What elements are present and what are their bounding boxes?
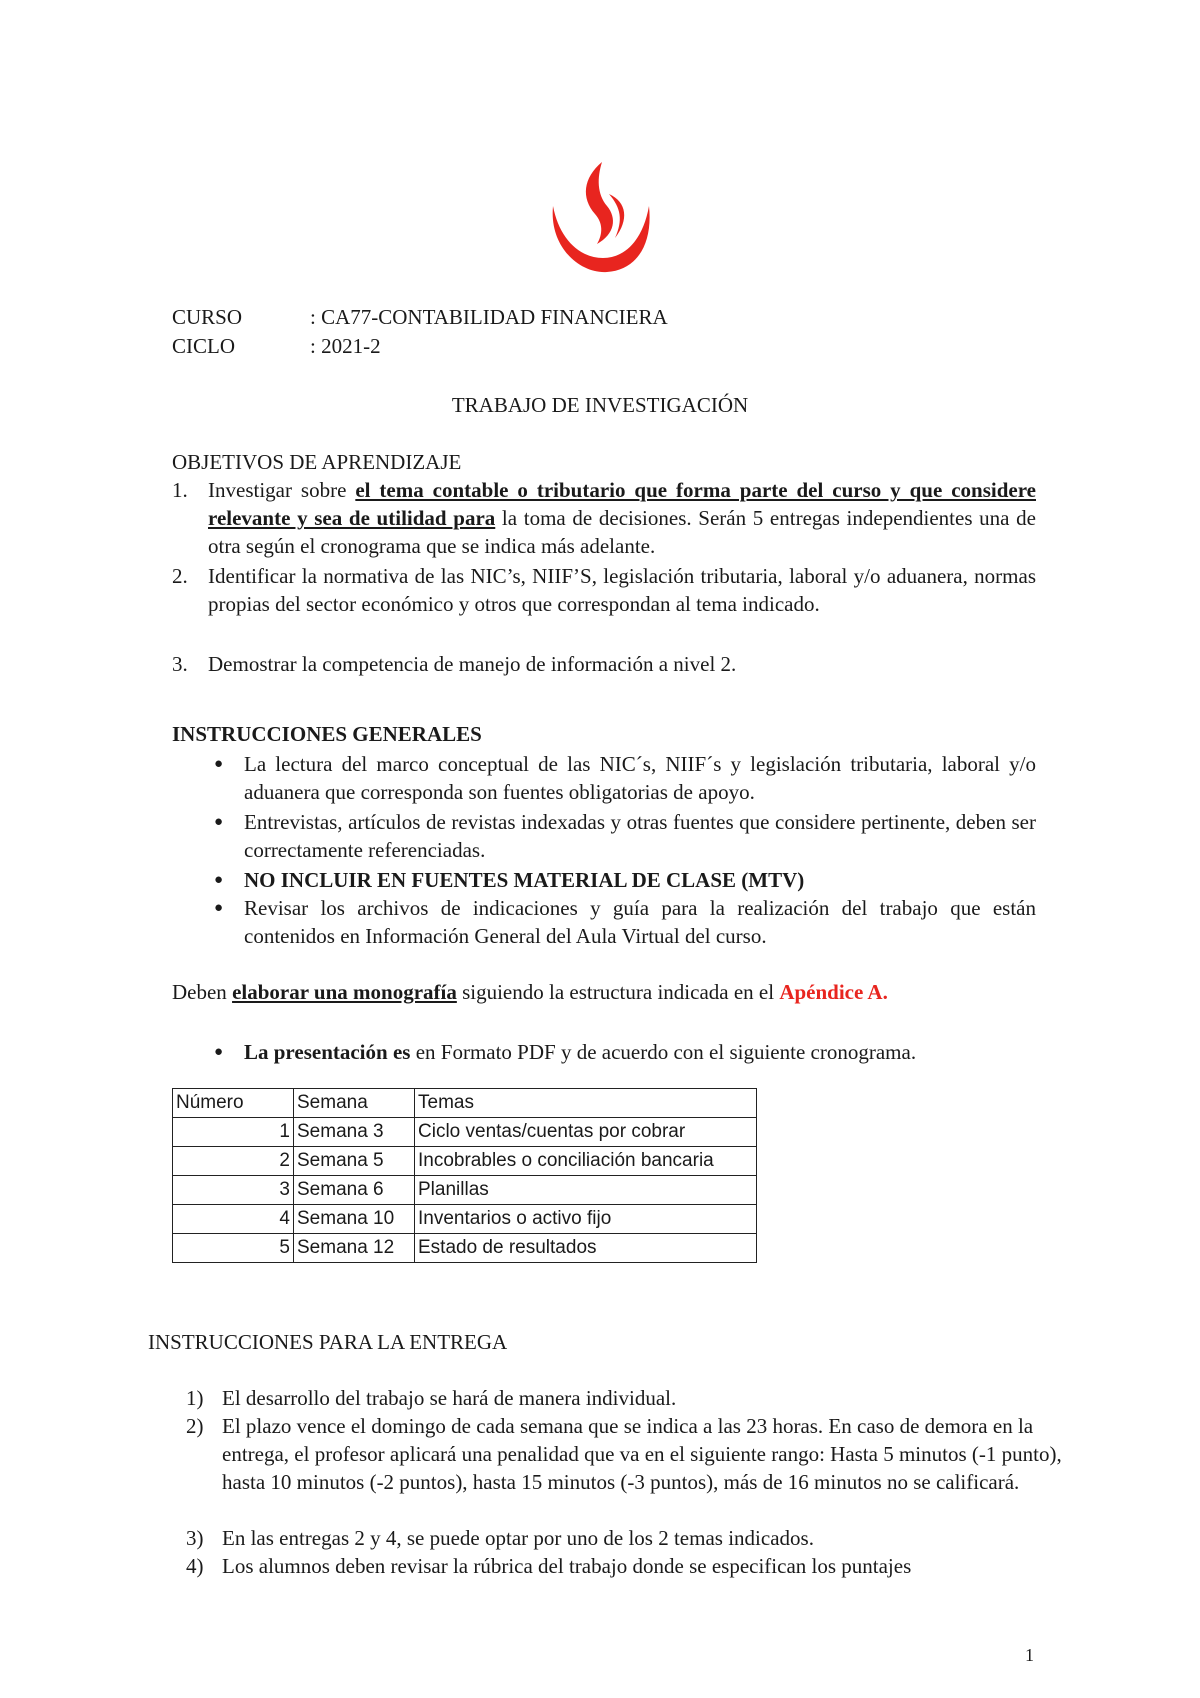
objetivos-heading: OBJETIVOS DE APRENDIZAJE (172, 450, 462, 474)
bullet-icon: ● (214, 814, 224, 830)
instrucciones-generales-heading: INSTRUCCIONES GENERALES (172, 722, 482, 746)
bullet-icon: ● (214, 900, 224, 916)
table-cell: 5 (173, 1234, 294, 1263)
bullet-text: La lectura del marco conceptual de las NIC´s, NIIF´s y legislación tributaria, laboral y/o aduanera que corresponda son fuentes obligatorias de apoyo. (244, 752, 1036, 804)
table-cell: 2 (173, 1147, 294, 1176)
bullet-icon: ● (214, 756, 224, 772)
instrucciones-entrega-heading: INSTRUCCIONES PARA LA ENTREGA (148, 1330, 508, 1354)
curso-label: CURSO (172, 305, 243, 329)
table-cell: Semana 3 (294, 1118, 415, 1147)
item-number: 3) (186, 1526, 204, 1550)
apendice-reference: Apéndice A. (779, 980, 888, 1004)
table-cell: Planillas (415, 1176, 757, 1205)
monografia-line: Deben elaborar una monografía siguiendo la estructura indicada en el Apéndice A. (172, 980, 888, 1004)
table-header-cell: Número (173, 1089, 294, 1118)
table-row (173, 1118, 757, 1147)
table-cell: Inventarios o activo fijo (415, 1205, 757, 1234)
table-cell: Ciclo ventas/cuentas por cobrar (415, 1118, 757, 1147)
table-header-cell: Temas (415, 1089, 757, 1118)
curso-value: : CA77-CONTABILIDAD FINANCIERA (310, 305, 668, 329)
table-header-row (173, 1089, 757, 1118)
table-cell: Incobrables o conciliación bancaria (415, 1147, 757, 1176)
item-text: El desarrollo del trabajo se hará de manera individual. (222, 1386, 677, 1410)
emphasized-text: elaborar una monografía (232, 980, 457, 1004)
table-row (173, 1176, 757, 1205)
item-number: 3. (172, 652, 188, 676)
item-number: 2. (172, 564, 188, 588)
table-cell: 1 (173, 1118, 294, 1147)
table-header-cell: Semana (294, 1089, 415, 1118)
ciclo-label: CICLO (172, 334, 235, 358)
emphasized-text: el tema contable o tributario que forma parte del curso y que considere relevante y sea de utilidad para (208, 478, 1036, 530)
item-text: El plazo vence el domingo de cada semana que se indica a las 23 horas. En caso de demora en la entrega, el profesor aplicará una penalidad que va en el siguiente rango: Hasta 5 minutos (-1 punto), hasta 10 minutos (-2 puntos), hasta 15 minutos (-3 puntos), más de 16 minutos no se calificará. (222, 1414, 1062, 1494)
table-cell: Semana 12 (294, 1234, 415, 1263)
table-cell: 3 (173, 1176, 294, 1205)
page-number: 1 (1025, 1645, 1034, 1665)
table-cell: Estado de resultados (415, 1234, 757, 1263)
cronograma-table (172, 1088, 757, 1263)
table-cell: Semana 5 (294, 1147, 415, 1176)
bullet-icon: ● (214, 1044, 224, 1060)
table-row (173, 1234, 757, 1263)
item-text: En las entregas 2 y 4, se puede optar por uno de los 2 temas indicados. (222, 1526, 814, 1550)
bullet-text: Revisar los archivos de indicaciones y guía para la realización del trabajo que están contenidos en Información General del Aula Virtual del curso. (244, 896, 1036, 948)
item-number: 1. (172, 478, 188, 502)
item-number: 4) (186, 1554, 204, 1578)
ciclo-value: : 2021-2 (310, 334, 381, 358)
table-row (173, 1147, 757, 1176)
table-row (173, 1205, 757, 1234)
item-text: Identificar la normativa de las NIC’s, NIIF’S, legislación tributaria, laboral y/o aduanera, normas propias del sector económico y otros que correspondan al tema indicado. (208, 564, 1036, 616)
item-text: Los alumnos deben revisar la rúbrica del trabajo donde se especifican los puntajes (222, 1554, 912, 1578)
bullet-text: NO INCLUIR EN FUENTES MATERIAL DE CLASE (MTV) (244, 868, 805, 892)
bullet-icon: ● (214, 872, 224, 888)
table-cell: 4 (173, 1205, 294, 1234)
document-title: TRABAJO DE INVESTIGACIÓN (451, 393, 749, 417)
table-cell: Semana 6 (294, 1176, 415, 1205)
item-number: 2) (186, 1414, 204, 1438)
item-number: 1) (186, 1386, 204, 1410)
bullet-text: Entrevistas, artículos de revistas indexadas y otras fuentes que considere pertinente, deben ser correctamente referenciadas. (244, 810, 1036, 862)
item-text: Demostrar la competencia de manejo de información a nivel 2. (208, 652, 737, 676)
item-text: Investigar sobre el tema contable o tributario que forma parte del curso y que considere relevante y sea de utilidad para la toma de decisiones. Serán 5 entregas independientes una de otra según el cronograma que se indica más adelante. (208, 478, 1036, 558)
bullet-text: La presentación es en Formato PDF y de acuerdo con el siguiente cronograma. (244, 1040, 917, 1064)
table-cell: Semana 10 (294, 1205, 415, 1234)
university-logo (545, 158, 655, 276)
